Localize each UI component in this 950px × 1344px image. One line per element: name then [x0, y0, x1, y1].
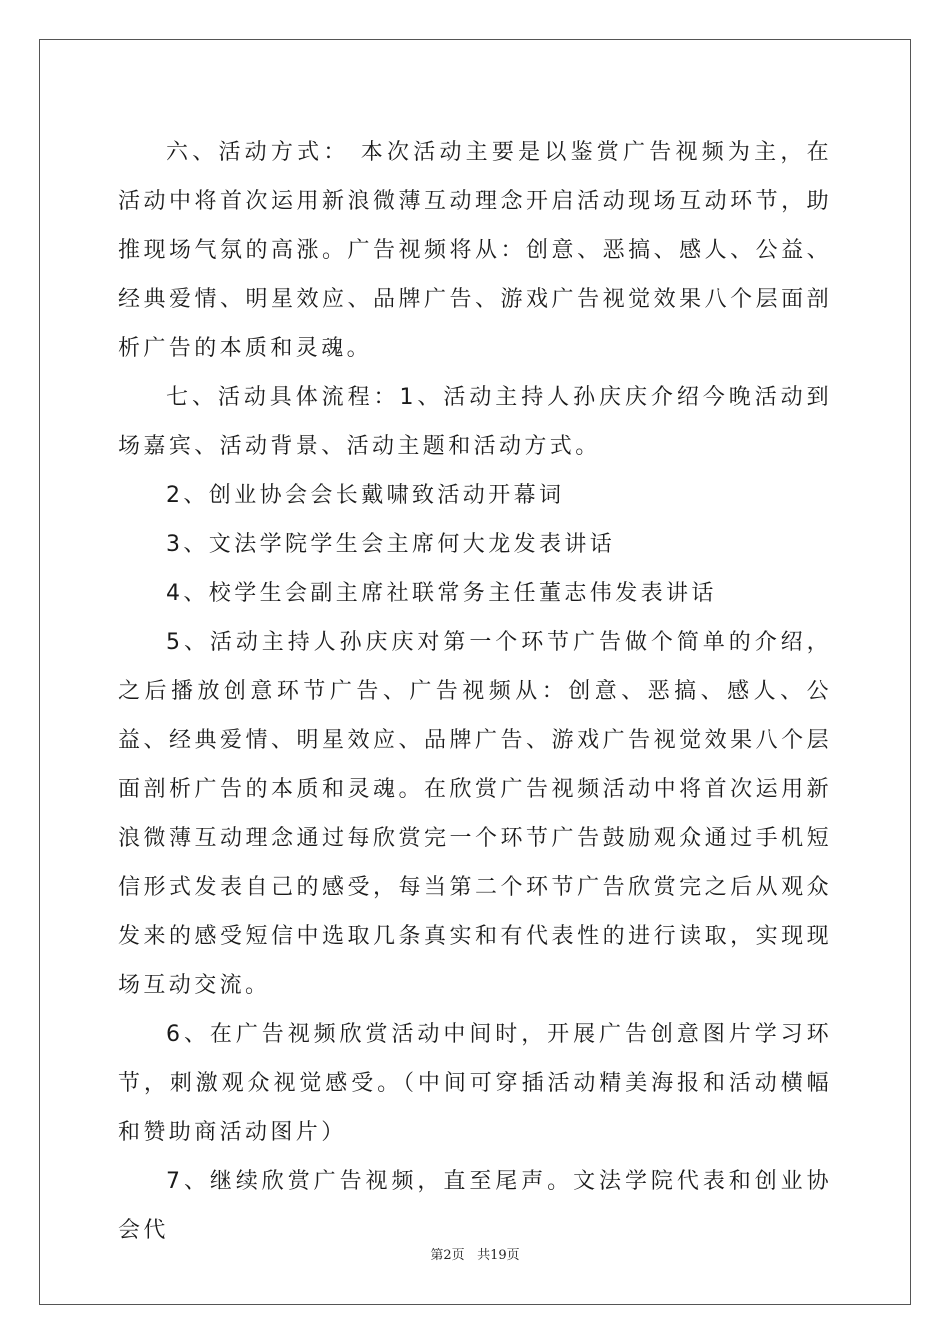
- page-footer: [0, 1244, 950, 1263]
- total-pages: 共19页: [477, 1248, 520, 1263]
- paragraph-step-2: 2、创业协会会长戴啸致活动开幕词: [166, 483, 565, 508]
- paragraph-step-3: 3、文法学院学生会主席何大龙发表讲话: [166, 532, 616, 557]
- paragraph-activity-method: 六、活动方式： 本次活动主要是以鉴赏广告视频为主，在活动中将首次运用新浪微薄互动理念开启活动现场互动环节，助推现场气氛的高涨。广告视频将从：创意、恶搞、感人、公益、经典爱情、明星效应、品牌广告、游戏广告视觉效果八个层面剖析广告的本质和灵魂。: [118, 140, 832, 361]
- paragraph-activity-process: 七、活动具体流程：1、活动主持人孙庆庆介绍今晚活动到场嘉宾、活动背景、活动主题和活动方式。: [118, 385, 832, 459]
- paragraph-step-6: 6、在广告视频欣赏活动中间时，开展广告创意图片学习环节，刺激观众视觉感受。（中间可穿插活动精美海报和活动横幅和赞助商活动图片）: [118, 1022, 832, 1145]
- document-body: [118, 128, 832, 1255]
- paragraph-step-7: 7、继续欣赏广告视频，直至尾声。文法学院代表和创业协会代: [118, 1169, 832, 1243]
- paragraph-step-5: 5、活动主持人孙庆庆对第一个环节广告做个简单的介绍，之后播放创意环节广告、广告视频从：创意、恶搞、感人、公益、经典爱情、明星效应、品牌广告、游戏广告视觉效果八个层面剖析广告的本质和灵魂。在欣赏广告视频活动中将首次运用新浪微薄互动理念通过每欣赏完一个环节广告鼓励观众通过手机短信形式发表自己的感受，每当第二个环节广告欣赏完之后从观众发来的感受短信中选取几条真实和有代表性的进行读取，实现现场互动交流。: [118, 630, 832, 998]
- page-number: 第2页: [430, 1248, 465, 1263]
- paragraph-step-4: 4、校学生会副主席社联常务主任董志伟发表讲话: [166, 581, 717, 606]
